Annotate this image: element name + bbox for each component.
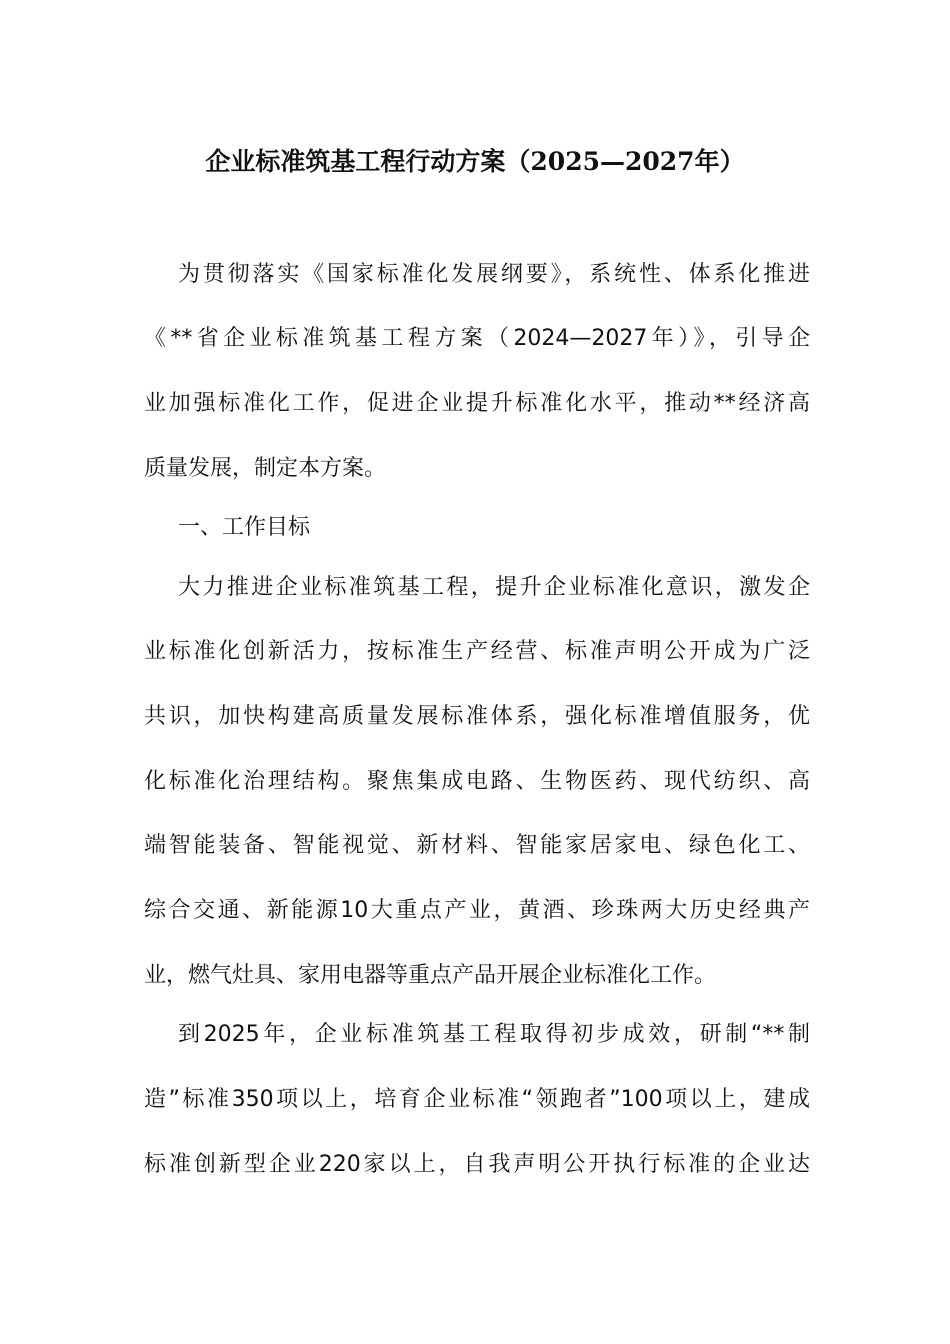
paragraph-line: 到2025年，企业标准筑基工程取得初步成效，研制“**制 <box>178 1022 810 1047</box>
paragraph-line: 业加强标准化工作，促进企业提升标准化水平，推动**经济高 <box>144 391 810 416</box>
document-title: 企业标准筑基工程行动方案（2025—2027年） <box>205 147 745 176</box>
paragraph-line: 标准创新型企业220家以上，自我声明公开执行标准的企业达 <box>144 1152 810 1177</box>
paragraph-line: 化标准化治理结构。聚焦集成电路、生物医药、现代纺织、高 <box>144 769 810 794</box>
paragraph-line: 共识，加快构建高质量发展标准体系，强化标准增值服务，优 <box>144 704 810 729</box>
paragraph-line: 业，燃气灶具、家用电器等重点产品开展企业标准化工作。 <box>144 963 717 988</box>
paragraph-line: 《**省企业标准筑基工程方案（2024—2027年）》，引导企 <box>144 326 810 351</box>
paragraph-line: 为贯彻落实《国家标准化发展纲要》，系统性、体系化推进 <box>178 262 810 287</box>
section-heading: 一、工作目标 <box>178 515 311 540</box>
paragraph-line: 综合交通、新能源10大重点产业，黄酒、珍珠两大历史经典产 <box>144 898 810 923</box>
paragraph-line: 业标准化创新活力，按标准生产经营、标准声明公开成为广泛 <box>144 639 810 664</box>
paragraph-line: 造”标准350项以上，培育企业标准“领跑者”100项以上，建成 <box>144 1087 810 1112</box>
paragraph-line: 质量发展，制定本方案。 <box>144 456 387 481</box>
paragraph-line: 端智能装备、智能视觉、新材料、智能家居家电、绿色化工、 <box>144 833 810 858</box>
paragraph-line: 大力推进企业标准筑基工程，提升企业标准化意识，激发企 <box>178 575 810 600</box>
